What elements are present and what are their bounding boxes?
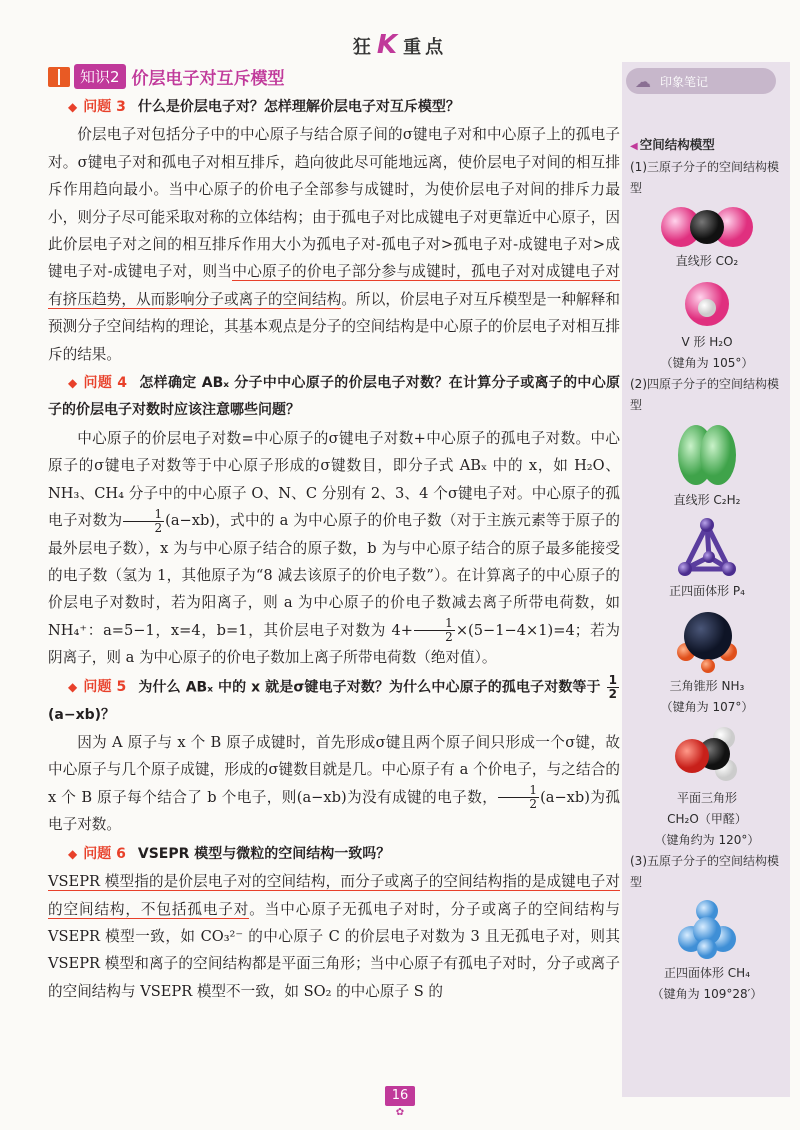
section-title — [48, 64, 285, 89]
triangle-icon: ◀ — [630, 141, 638, 152]
angle-ch2o: （键角约为 120°） — [654, 833, 760, 847]
answer-5: 因为 A 原子与 x 个 B 原子成键时，首先形成σ键且两个原子间只形成一个σ键，故中心原子与几个原子成键，形成的σ键数目就是几。中心原子有 a 个价电子，与之结合的 x 个 B 原子每个结合了 b 个电子，则(a−xb)为没有成键的电子数， $\frac{1}{2}$ (a−xb)为孤电子对数。 — [48, 734, 620, 834]
brand-k-logo: K — [376, 30, 402, 60]
caption-ch2o-shape: 平面三角形 — [676, 791, 737, 805]
elephant-icon: ☁ — [635, 71, 651, 91]
page-number: 16 — [385, 1086, 415, 1106]
sidebar-notes — [622, 62, 790, 1097]
caption-h2o: V 形 H₂O — [681, 335, 733, 349]
underlined-text: 中心原子的价电子部分参与成键时，孤电子对对成键电子对有挤压趋势，从而影响分子或离子的空间结构 — [48, 263, 620, 308]
fraction: $\frac{1}{2}$ — [414, 617, 455, 644]
flame-icon: ◆ — [68, 680, 78, 695]
molecule-nh3-image — [630, 608, 784, 674]
flower-icon: ✿ — [395, 1107, 405, 1118]
group-label: (1)三原子分子的空间结构模型 — [630, 160, 779, 195]
molecule-ch4-image — [630, 899, 784, 961]
angle-h2o: （键角为 105°） — [660, 356, 754, 370]
caption-ch4: 正四面体形 CH₄ — [663, 966, 751, 980]
molecule-co2-image — [630, 205, 784, 249]
fraction: $\frac{1}{2}$ — [608, 672, 617, 701]
fraction: $\frac{1}{2}$ — [123, 508, 164, 535]
question-3: ◆ 问题 3 什么是价层电子对？怎样理解价层电子对互斥模型？ — [68, 99, 460, 115]
question-5: ◆ 问题 5 为什么 ABₓ 中的 x 就是σ键电子对数？为什么中心原子的孤电子对数等于 $\frac{1}{2}$ (a−xb)？ — [48, 672, 617, 723]
molecule-ch2o-image — [630, 724, 784, 786]
caption-ch2o: CH₂O（甲醛） — [667, 812, 747, 826]
molecule-c2h2-image — [630, 422, 784, 488]
caption-nh3: 三角锥形 NH₃ — [669, 679, 745, 693]
main-content — [48, 92, 620, 1005]
section-badge: 知识2 — [74, 64, 126, 89]
header-left: 狂 — [352, 37, 375, 58]
flame-icon: ◆ — [68, 376, 78, 391]
flame-icon: ◆ — [68, 846, 78, 861]
answer-6: VSEPR 模型指的是价层电子对的空间结构，而分子或离子的空间结构指的是成键电子对的空间结构，不包括孤电子对。当中心原子无孤电子对时，分子或离子的空间结构与 VSEPR 模型一致，如 CO₃²⁻ 的中心原子 C 的价层电子对数为 3 且无孤电子对，则其 VSEPR 模型和离子的空间结构都是平面三角形；当中心原子有孤电子对时，分子或离子的空间结构与 VSEPR 模型不一致，如 SO₂ 的中心原子 S 的 — [48, 873, 620, 1000]
angle-ch4: （键角为 109°28′） — [651, 987, 763, 1001]
section-heading: 价层电子对互斥模型 — [131, 69, 285, 89]
question-4: ◆ 问题 4 怎样确定 ABₓ 分子中中心原子的价层电子对数？在计算分子或离子的中心原子的价层电子对数时应该注意哪些问题？ — [48, 375, 620, 419]
question-6: ◆ 问题 6 VSEPR 模型与微粒的空间结构一致吗？ — [68, 845, 391, 862]
caption-c2h2: 直线形 C₂H₂ — [673, 493, 741, 507]
angle-nh3: （键角为 107°） — [660, 700, 754, 714]
flame-icon: ◆ — [68, 100, 78, 114]
page-header — [0, 30, 800, 60]
book-icon — [48, 67, 70, 87]
answer-4: 中心原子的价层电子对数=中心原子的σ键电子对数+中心原子的孤电子对数。中心原子的σ键电子对数等于中心原子形成的σ键数目，即分子式 ABₓ 中的 x，如 H₂O、NH₃、CH₄ 分子中的中心原子 O、N、C 分别有 2、3、4 个σ键电子对。中心原子的孤电子对数为 $\frac{1}{2}$ (a−xb)，式中的 a 为中心原子的价电子数（对于主族元素等于原子的最外层电子数），x 为与中心原子结合的原子数，b 为与中心原子结合的原子最多能接受的电子数（氢为 1，其他原子为“8 减去该原子的价电子数”）。在计算离子的中心原子的价层电子对数时，若为阳离子，则 a 为中心原子的价电子数减去离子所带电荷数，如 NH₄⁺：a=5−1，x=4，b=1，其价层电子对数为 4+ $\frac{1}{2}$ ×(5−1−4×1)=4；若为阴离子，则 a 为中心原子的价电子数加上离子所带电荷数（绝对值）。 — [48, 429, 620, 667]
group-label: (2)四原子分子的空间结构模型 — [630, 377, 779, 412]
fraction: $\frac{1}{2}$ — [498, 784, 539, 811]
sidebar-header: ☁ 印象笔记 — [626, 68, 776, 94]
group-label: (3)五原子分子的空间结构模型 — [630, 854, 779, 889]
header-right: 重点 — [403, 37, 448, 58]
sidebar-title: ◀ 空间结构模型 — [630, 137, 715, 152]
caption-p4: 正四面体形 P₄ — [669, 584, 745, 598]
molecule-h2o-image — [630, 278, 784, 330]
molecule-p4-image — [630, 517, 784, 579]
answer-3: 价层电子对包括分子中的中心原子与结合原子间的σ键电子对和中心原子上的孤电子对。σ键电子对和孤电子对相互排斥，趋向彼此尽可能地远离，使价层电子对间的相互排斥作用趋向最小。当中心原子的价电子全部参与成键时，为使价层电子对间的排斥力最小，则分子尽可能采取对称的立体结构；由于孤电子对比成键电子对更靠近中心原子，因此价层电子对之间的相互排斥作用大小为孤电子对-孤电子对>孤电子对-成键电子对>成键电子对-成键电子对，则当中心原子的价电子部分参与成键时，孤电子对对成键电子对有挤压趋势，从而影响分子或离子的空间结构。所以，价层电子对互斥模型是一种解释和预测分子空间结构的理论，其基本观点是分子的空间结构是中心原子的价层电子对相互排斥的结果。 — [48, 126, 620, 363]
underlined-text: VSEPR 模型指的是价层电子对的空间结构，而分子或离子的空间结构指的是成键电子对的空间结构，不包括孤电子对 — [48, 873, 620, 918]
caption-co2: 直线形 CO₂ — [675, 254, 739, 268]
